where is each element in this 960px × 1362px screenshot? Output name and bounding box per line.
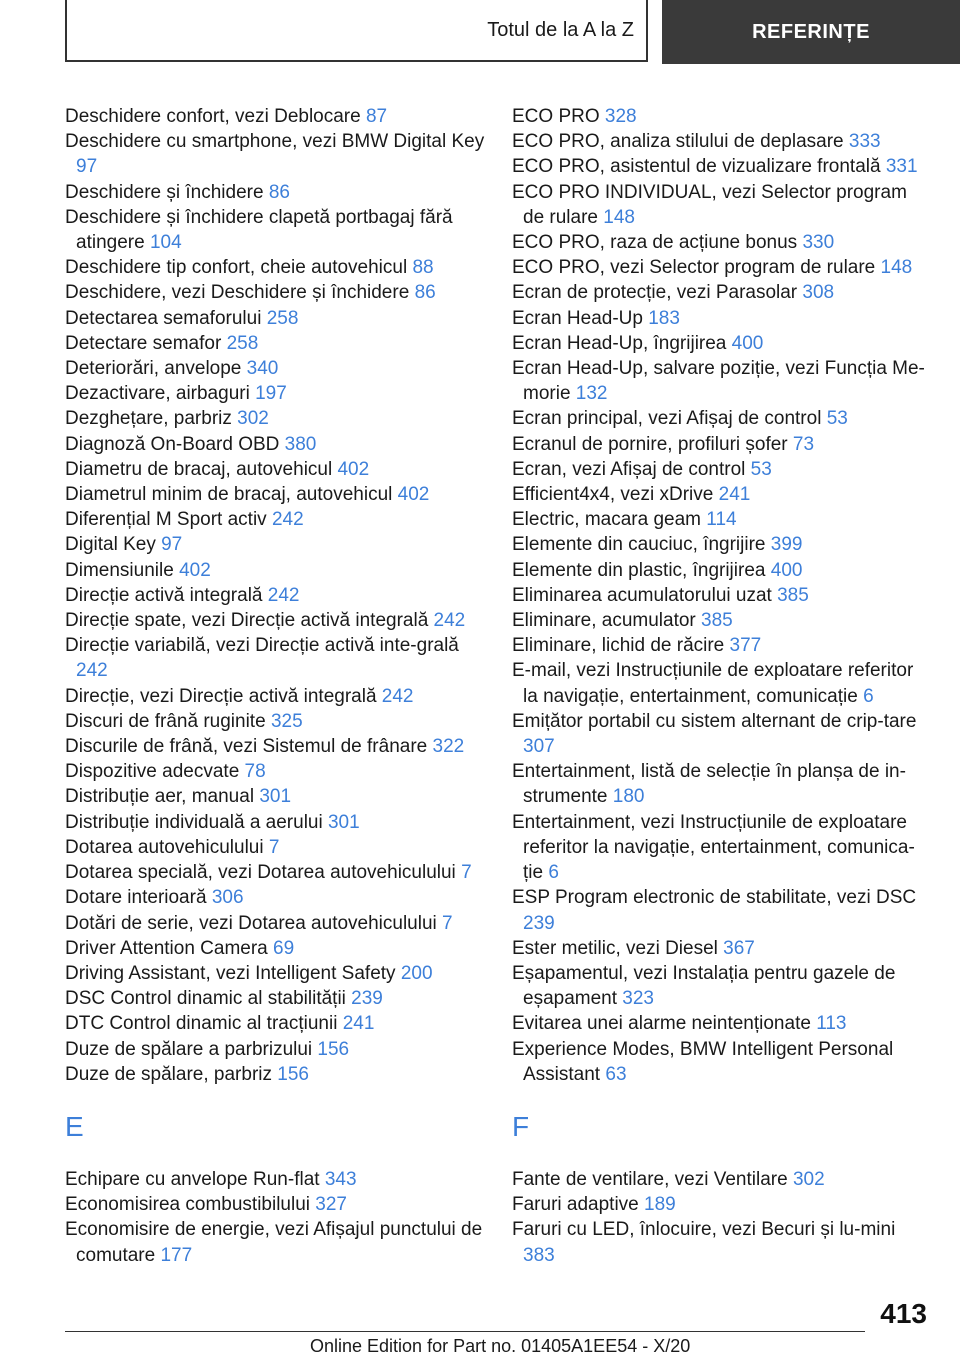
index-entry <box>512 810 932 886</box>
index-entry <box>65 583 495 608</box>
page-reference-link[interactable]: 113 <box>816 1013 847 1035</box>
page-reference-link[interactable]: 402 <box>179 559 211 581</box>
index-entry <box>512 129 932 154</box>
page-reference-link[interactable]: 328 <box>604 106 637 127</box>
index-entry-term: Dotare interioară <box>65 887 207 909</box>
index-entry <box>65 759 495 784</box>
page-reference-link[interactable]: 183 <box>648 307 680 329</box>
page-reference-link[interactable]: 258 <box>226 332 259 354</box>
index-entry-term: ECO PRO, vezi Selector program de rulare <box>512 257 876 279</box>
index-entry <box>512 936 932 961</box>
index-entry-term: Dotarea autovehiculului <box>65 836 264 858</box>
page-reference-link[interactable]: 258 <box>266 307 299 329</box>
page-reference-link[interactable]: 385 <box>777 584 809 606</box>
index-column-left <box>65 104 495 1268</box>
page-reference-link[interactable]: 239 <box>351 988 383 1010</box>
index-letter-f: F <box>512 1110 530 1142</box>
index-entry-term: Diametrul minim de bracaj, autovehicul <box>65 484 393 506</box>
index-entry-term: Ecran principal, vezi Afișaj de control <box>512 408 822 430</box>
index-entry <box>512 306 932 331</box>
index-entry <box>65 129 495 179</box>
index-entry <box>65 835 495 860</box>
index-entry-term: Discuri de frână ruginite <box>65 710 266 732</box>
index-entry-term: Ecranul de pornire, profiluri șofer <box>512 433 788 455</box>
page-reference-link[interactable]: 87 <box>365 106 388 127</box>
index-entry-term: Efficient4x4, vezi xDrive <box>512 484 714 506</box>
index-entry <box>512 1167 932 1192</box>
index-entry-term: Experience Modes, BMW Intelligent Personal Assistant <box>512 1038 894 1085</box>
page-reference-link[interactable]: 86 <box>268 181 290 203</box>
page-reference-link[interactable]: 340 <box>246 358 279 380</box>
index-entry <box>512 885 932 935</box>
index-entry <box>512 709 932 759</box>
index-list-e <box>512 104 932 1087</box>
page-reference-link[interactable]: 239 <box>523 912 555 934</box>
page-reference-link[interactable]: 301 <box>259 786 292 808</box>
page-reference-link[interactable]: 197 <box>255 383 287 405</box>
index-entry <box>512 1011 932 1036</box>
page-reference-link[interactable]: 88 <box>412 257 434 279</box>
index-entry-term: Ecran de protecție, vezi Parasolar <box>512 282 798 304</box>
index-entry <box>512 230 932 255</box>
index-entry-term: Elemente din plastic, îngrijirea <box>512 559 766 581</box>
page-reference-link[interactable]: 327 <box>315 1194 347 1216</box>
page-reference-link[interactable]: 308 <box>802 282 835 304</box>
index-entry-term: ECO PRO, asistentul de vizualizare frontală <box>512 156 881 178</box>
page-reference-link[interactable]: 242 <box>271 509 304 531</box>
index-entry <box>65 356 495 381</box>
page-reference-link[interactable]: 367 <box>723 937 755 959</box>
index-entry-term: DSC Control dinamic al stabilității <box>65 988 346 1010</box>
page-reference-link[interactable]: 69 <box>273 937 295 959</box>
index-entry-term: Ester metilic, vezi Diesel <box>512 937 718 959</box>
index-entry <box>512 104 932 129</box>
index-entry-term: Evitarea unei alarme neintenționate <box>512 1013 811 1035</box>
index-letter-e: E <box>65 1110 84 1142</box>
page-reference-link[interactable]: 156 <box>277 1063 309 1085</box>
section-tab: Totul de la A la Z <box>65 0 648 62</box>
index-entry-term: Eliminare, acumulator <box>512 610 696 632</box>
page-reference-link[interactable]: 383 <box>523 1244 555 1266</box>
index-entry-term: Economisirea combustibilului <box>65 1194 310 1216</box>
page-reference-link[interactable]: 301 <box>327 811 360 833</box>
page-number: 413 <box>880 1298 927 1329</box>
index-entry <box>512 658 932 708</box>
index-entry-term: Direcție spate, vezi Direcție activă integrală <box>65 610 429 632</box>
page-reference-link[interactable]: 104 <box>149 232 182 254</box>
page-reference-link[interactable]: 148 <box>603 206 635 228</box>
index-entry-term: Direcție activă integrală <box>65 584 263 606</box>
index-entry-term: Eliminarea acumulatorului uzat <box>512 584 772 606</box>
index-entry <box>512 1217 932 1267</box>
index-list-f <box>512 1167 932 1268</box>
page-reference-link[interactable]: 242 <box>381 685 414 707</box>
index-entry <box>65 331 495 356</box>
index-entry-term: Driving Assistant, vezi Intelligent Safety <box>65 962 396 984</box>
page-reference-link[interactable]: 242 <box>267 584 300 606</box>
index-entry-term: ECO PRO, analiza stilului de deplasare <box>512 131 844 153</box>
index-entry <box>65 1011 495 1036</box>
index-entry-term: DTC Control dinamic al tracțiunii <box>65 1013 338 1035</box>
index-entry-term: Dezactivare, airbaguri <box>65 383 250 405</box>
page-reference-link[interactable]: 53 <box>826 408 848 430</box>
page-reference-link[interactable]: 97 <box>76 156 98 178</box>
index-entry <box>65 633 495 683</box>
page-reference-link[interactable]: 242 <box>433 610 466 632</box>
index-entry-term: Detectarea semaforului <box>65 307 262 329</box>
page-reference-link[interactable]: 156 <box>317 1038 350 1060</box>
index-entry-term: Dimensiunile <box>65 559 174 581</box>
index-entry-term: Elemente din cauciuc, îngrijire <box>512 534 766 556</box>
index-entry <box>512 255 932 280</box>
page-reference-link[interactable]: 380 <box>284 433 317 455</box>
page-reference-link[interactable]: 377 <box>729 635 762 657</box>
index-entry <box>512 280 932 305</box>
index-entry <box>65 205 495 255</box>
page-reference-link[interactable]: 148 <box>880 257 913 279</box>
index-entry-term: Dotarea specială, vezi Dotarea autovehiculului <box>65 862 456 884</box>
index-entry-term: Driver Attention Camera <box>65 937 268 959</box>
index-entry <box>65 810 495 835</box>
index-entry <box>65 104 495 129</box>
page-reference-link[interactable]: 331 <box>885 156 918 178</box>
page-reference-link[interactable]: 7 <box>461 862 472 884</box>
index-entry-term: Deschidere și închidere clapetă portbagaj fără atingere <box>65 206 453 254</box>
index-entry <box>65 860 495 885</box>
page-reference-link[interactable]: 306 <box>211 887 244 909</box>
chapter-tab: REFERINȚE <box>662 0 960 64</box>
index-entry-term: Eliminare, lichid de răcire <box>512 635 725 657</box>
index-entry-term: ECO PRO <box>512 106 600 127</box>
index-entry-term: Deschidere, vezi Deschidere și închidere <box>65 282 410 304</box>
index-entry-term: ECO PRO, raza de acțiune bonus <box>512 232 798 254</box>
index-entry-term: Ecran Head-Up, îngrijirea <box>512 332 727 354</box>
index-list-e-left <box>65 1167 495 1268</box>
index-entry <box>65 961 495 986</box>
index-entry <box>512 180 932 230</box>
index-entry-term: Diametru de bracaj, autovehicul <box>65 458 333 480</box>
index-entry <box>65 1217 495 1267</box>
page-reference-link[interactable]: 302 <box>237 408 269 430</box>
index-entry <box>512 154 932 179</box>
index-entry-term: ECO PRO INDIVIDUAL, vezi Selector program de rulare <box>512 181 907 228</box>
index-entry-term: Distribuție individuală a aerului <box>65 811 323 833</box>
index-entry-term: Economisire de energie, vezi Afișajul punctului de comutare <box>65 1219 483 1266</box>
index-entry-term: Fante de ventilare, vezi Ventilare <box>512 1168 788 1190</box>
index-entry <box>65 406 495 431</box>
index-entry-term: Deschidere tip confort, cheie autovehicul <box>65 257 408 279</box>
index-entry <box>65 306 495 331</box>
index-entry-term: Entertainment, listă de selecție în planșa de in-strumente <box>512 761 906 808</box>
index-entry-term: Dezghețare, parbriz <box>65 408 232 430</box>
index-entry <box>512 532 932 557</box>
index-entry-term: Eșapamentul, vezi Instalația pentru gazele de eșapament <box>512 962 896 1010</box>
index-entry-term: Deschidere confort, vezi Deblocare <box>65 106 361 127</box>
index-entry-term: Digital Key <box>65 534 156 556</box>
index-entry <box>65 457 495 482</box>
page-reference-link[interactable]: 7 <box>268 836 280 858</box>
footer-edition-text: Online Edition for Part no. 01405A1EE54 - X/20 <box>310 1336 691 1356</box>
index-entry <box>65 558 495 583</box>
index-entry <box>65 911 495 936</box>
index-entry-term: Faruri cu LED, înlocuire, vezi Becuri și lu-mini <box>512 1219 896 1241</box>
index-entry-term: Duze de spălare a parbrizului <box>65 1038 313 1060</box>
index-entry-term: Entertainment, vezi Instrucțiunile de exploatare referitor la navigație, entertainment, comunica-ție <box>512 811 915 884</box>
index-entry-term: Duze de spălare, parbriz <box>65 1063 272 1085</box>
page-reference-link[interactable]: 180 <box>612 786 645 808</box>
page-reference-link[interactable]: 241 <box>718 484 751 506</box>
index-entry-term: Deteriorări, anvelope <box>65 358 242 380</box>
index-entry <box>65 255 495 280</box>
index-entry <box>512 1192 932 1217</box>
page-reference-link[interactable]: 200 <box>400 962 433 984</box>
index-entry <box>65 432 495 457</box>
index-entry <box>512 558 932 583</box>
index-entry <box>65 709 495 734</box>
index-entry <box>65 1192 495 1217</box>
index-entry <box>512 759 932 809</box>
page-reference-link[interactable]: 322 <box>432 736 465 758</box>
index-entry-term: Deschidere cu smartphone, vezi BMW Digital Key <box>65 131 485 153</box>
index-entry <box>65 885 495 910</box>
index-entry-term: Echipare cu anvelope Run-flat <box>65 1168 320 1190</box>
index-entry <box>65 1167 495 1192</box>
index-entry <box>512 608 932 633</box>
index-entry <box>512 507 932 532</box>
index-entry-term: Emițător portabil cu sistem alternant de crip-tare <box>512 710 917 732</box>
page-reference-link[interactable]: 189 <box>644 1194 676 1216</box>
page-reference-link[interactable]: 242 <box>76 660 108 682</box>
index-entry <box>65 280 495 305</box>
index-entry <box>512 583 932 608</box>
page-reference-link[interactable]: 6 <box>863 685 874 707</box>
page-reference-link[interactable]: 333 <box>848 131 881 153</box>
page-header <box>65 0 960 64</box>
index-entry <box>65 1062 495 1087</box>
page-reference-link[interactable]: 343 <box>324 1168 357 1190</box>
page-reference-link[interactable]: 241 <box>342 1013 375 1035</box>
page-reference-link[interactable]: 400 <box>731 332 764 354</box>
index-entry-term: Ecran, vezi Afișaj de control <box>512 458 746 480</box>
index-list-d <box>65 104 495 1087</box>
index-entry-term: Faruri adaptive <box>512 1194 639 1216</box>
index-entry-term: Discurile de frână, vezi Sistemul de frânare <box>65 736 428 758</box>
footer-divider <box>65 1331 865 1332</box>
index-entry <box>65 734 495 759</box>
page-reference-link[interactable]: 402 <box>397 484 430 506</box>
index-entry <box>65 507 495 532</box>
page-reference-link[interactable]: 97 <box>161 534 183 556</box>
index-entry-term: Ecran Head-Up <box>512 307 643 329</box>
page-reference-link[interactable]: 78 <box>244 761 266 783</box>
index-entry <box>512 1037 932 1087</box>
index-entry <box>512 406 932 431</box>
page-reference-link[interactable]: 53 <box>750 458 772 480</box>
index-entry-term: Direcție, vezi Direcție activă integrală <box>65 685 377 707</box>
index-entry-term: Detectare semafor <box>65 332 222 354</box>
index-entry <box>512 482 932 507</box>
page-reference-link[interactable]: 325 <box>270 710 303 732</box>
index-entry <box>65 936 495 961</box>
index-entry <box>65 482 495 507</box>
index-entry-term: Distribuție aer, manual <box>65 786 255 808</box>
index-entry-term: Diferențial M Sport activ <box>65 509 267 531</box>
index-entry <box>65 532 495 557</box>
index-entry <box>512 331 932 356</box>
index-entry-term: Dispozitive adecvate <box>65 761 240 783</box>
index-column-right <box>512 104 932 1268</box>
page-reference-link[interactable]: 323 <box>622 988 654 1010</box>
index-entry <box>512 457 932 482</box>
index-entry <box>65 684 495 709</box>
page-reference-link[interactable]: 400 <box>770 559 803 581</box>
index-entry <box>512 961 932 1011</box>
page-reference-link[interactable]: 302 <box>792 1168 825 1190</box>
page-reference-link[interactable]: 399 <box>770 534 803 556</box>
index-entry <box>512 633 932 658</box>
index-entry-term: Direcție variabilă, vezi Direcție activă inte-grală <box>65 635 459 657</box>
page-reference-link[interactable]: 132 <box>575 383 608 405</box>
page-reference-link[interactable]: 114 <box>706 509 737 531</box>
index-entry <box>65 1037 495 1062</box>
page-reference-link[interactable]: 7 <box>442 912 453 934</box>
index-entry-term: Dotări de serie, vezi Dotarea autovehiculului <box>65 912 437 934</box>
index-entry <box>65 784 495 809</box>
page-reference-link[interactable]: 307 <box>523 736 555 758</box>
page-reference-link[interactable]: 402 <box>337 458 370 480</box>
page-reference-link[interactable]: 86 <box>414 282 436 304</box>
page-reference-link[interactable]: 63 <box>605 1063 627 1085</box>
index-entry <box>65 180 495 205</box>
page-reference-link[interactable]: 6 <box>548 862 559 884</box>
index-entry <box>65 986 495 1011</box>
page-reference-link[interactable]: 177 <box>160 1244 193 1266</box>
index-entry <box>512 356 932 406</box>
page-reference-link[interactable]: 385 <box>701 610 733 632</box>
page-reference-link[interactable]: 73 <box>792 433 815 455</box>
index-entry <box>512 432 932 457</box>
index-entry <box>65 381 495 406</box>
index-entry-term: ESP Program electronic de stabilitate, vezi DSC <box>512 887 917 909</box>
index-entry-term: Ecran Head-Up, salvare poziție, vezi Funcția Me-morie <box>512 358 925 405</box>
index-entry <box>65 608 495 633</box>
page-reference-link[interactable]: 330 <box>802 232 835 254</box>
index-entry-term: Electric, macara geam <box>512 509 702 531</box>
index-entry-term: E-mail, vezi Instrucțiunile de exploatare referitor la navigație, entertainment, comunicație <box>512 660 914 707</box>
index-entry-term: Deschidere și închidere <box>65 181 264 203</box>
index-entry-term: Diagnoză On-Board OBD <box>65 433 280 455</box>
